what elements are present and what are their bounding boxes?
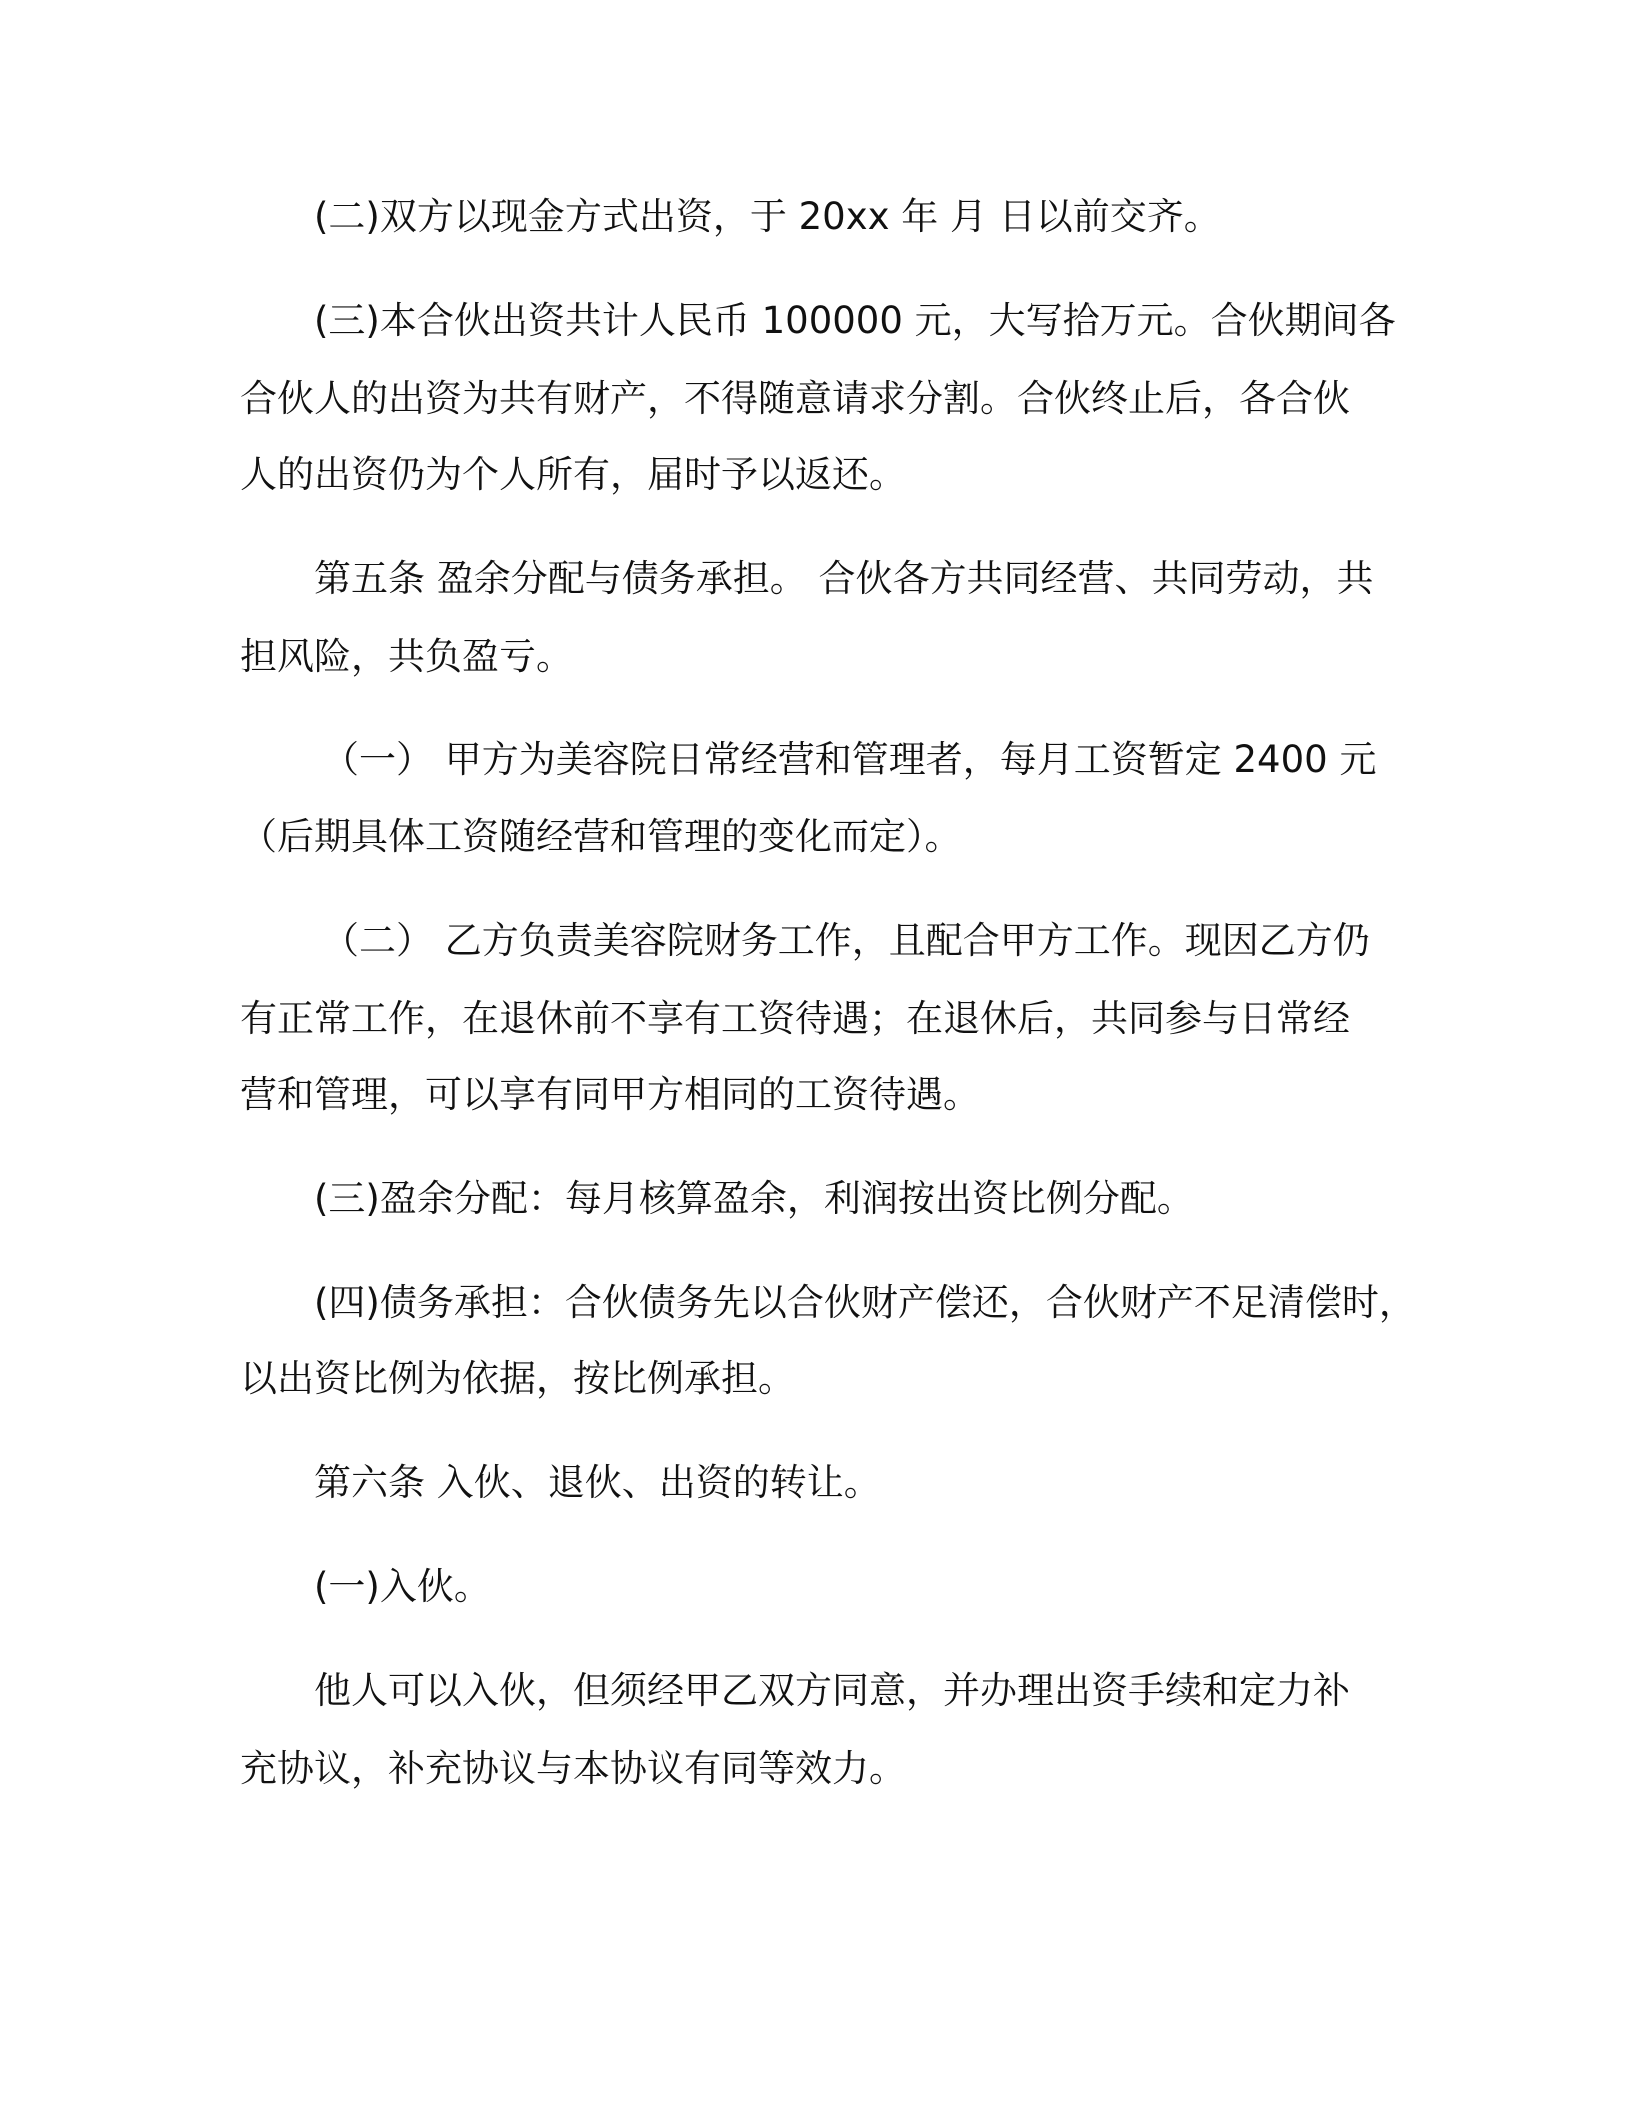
clause-party-a-line-2: （后期具体工资随经营和管理的变化而定）。 [240,815,962,858]
clause-party-b-line-3: 营和管理，可以享有同甲方相同的工资待遇。 [240,1073,980,1116]
clause-joining-heading: (一)入伙。 [314,1565,491,1608]
article-six-heading: 第六条 入伙、退伙、出资的转让。 [314,1461,881,1504]
clause-joining-body-line-1: 他人可以入伙，但须经甲乙双方同意，并办理出资手续和定力补 [314,1669,1350,1712]
paragraph-total-capital-line-1: (三)本合伙出资共计人民币 100000 元，大写拾万元。合伙期间各 [314,299,1396,342]
paragraph-total-capital-line-3: 人的出资仍为个人所有，届时予以返还。 [240,453,906,496]
paragraph-total-capital-line-2: 合伙人的出资为共有财产，不得随意请求分割。合伙终止后，各合伙 [240,377,1350,420]
article-five-heading-line-1: 第五条 盈余分配与债务承担。 合伙各方共同经营、共同劳动，共 [314,557,1374,600]
clause-party-b-line-1: （二） 乙方负责美容院财务工作，且配合甲方工作。现因乙方仍 [322,919,1370,962]
paragraph-capital-payment: (二)双方以现金方式出资，于 20xx 年 月 日以前交齐。 [314,195,1221,238]
clause-debt-bearing-line-2: 以出资比例为依据，按比例承担。 [240,1357,795,1400]
clause-joining-body-line-2: 充协议，补充协议与本协议有同等效力。 [240,1747,906,1790]
clause-party-a-line-1: （一） 甲方为美容院日常经营和管理者，每月工资暂定 2400 元 [322,738,1377,781]
clause-party-b-line-2: 有正常工作，在退休前不享有工资待遇；在退休后，共同参与日常经 [240,997,1350,1040]
clause-profit-distribution: (三)盈余分配：每月核算盈余，利润按出资比例分配。 [314,1177,1194,1220]
clause-debt-bearing-line-1: (四)债务承担：合伙债务先以合伙财产偿还，合伙财产不足清偿时， [314,1281,1416,1324]
article-five-heading-line-2: 担风险，共负盈亏。 [240,635,573,678]
